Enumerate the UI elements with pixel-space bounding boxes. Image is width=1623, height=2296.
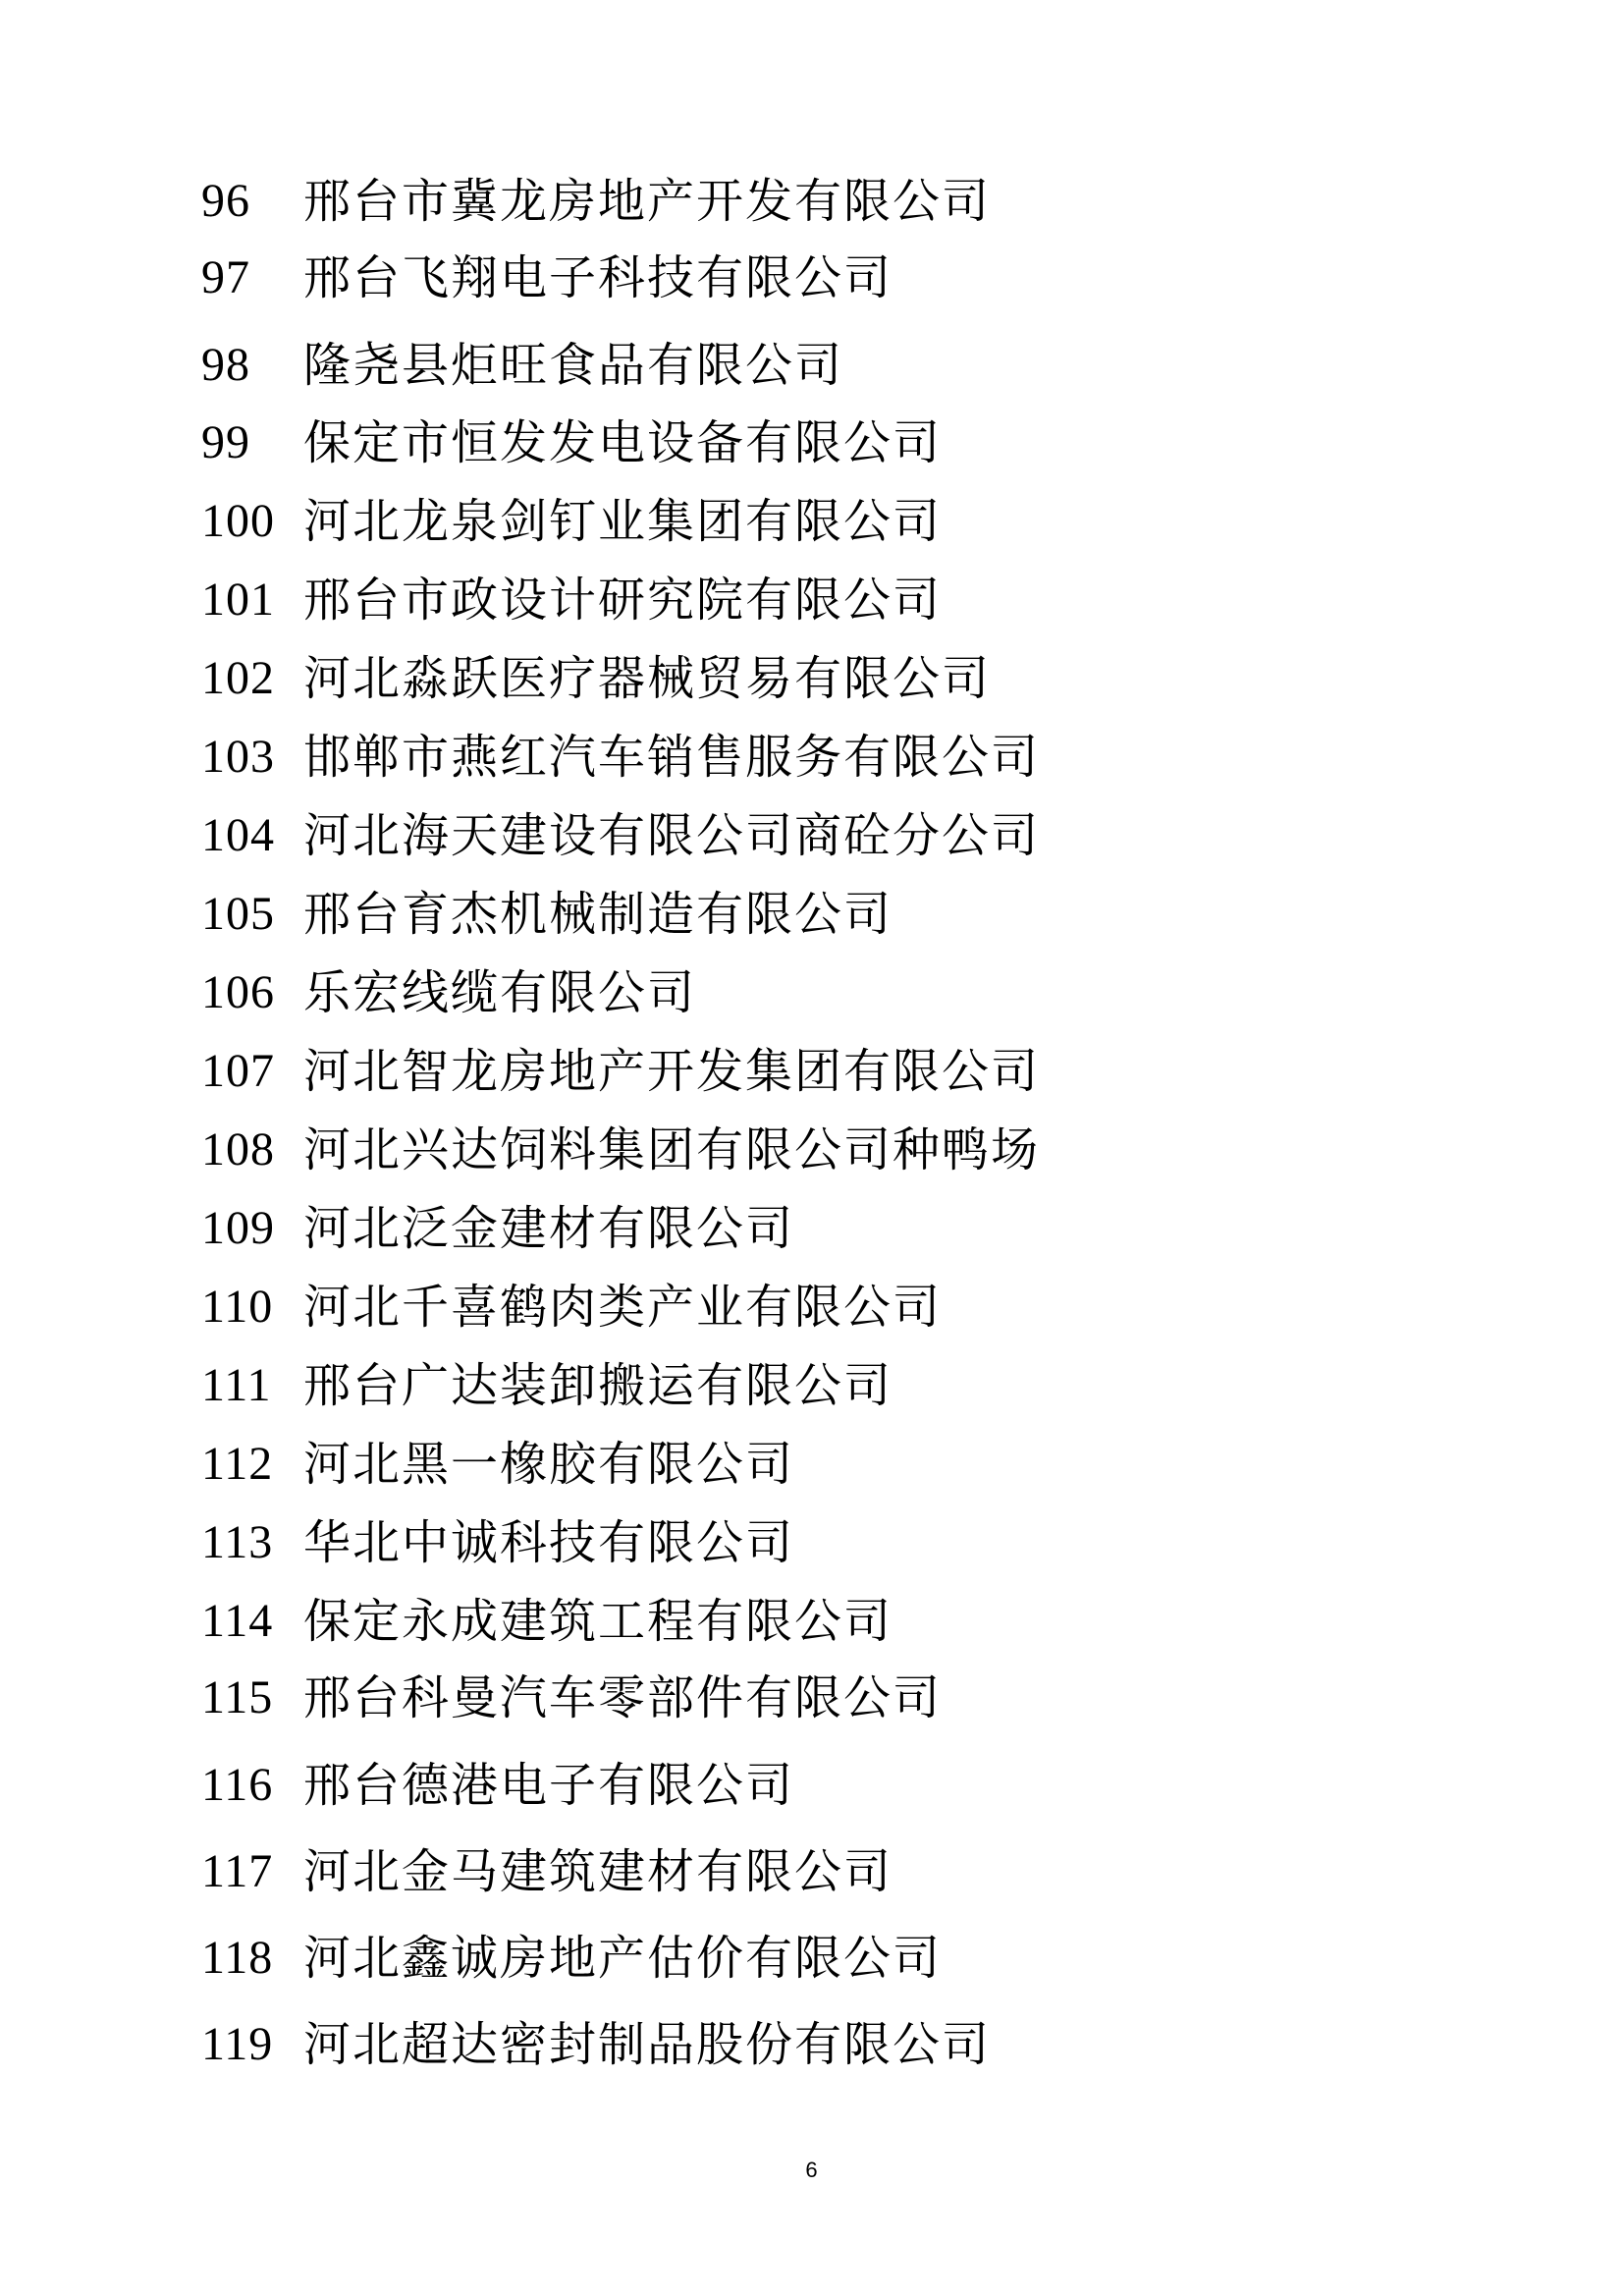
company-name: 邢台育杰机械制造有限公司	[303, 887, 893, 942]
list-item	[201, 2010, 991, 2079]
company-name: 邢台广达装卸搬运有限公司	[303, 1358, 893, 1413]
item-number: 103	[201, 731, 275, 783]
item-number: 109	[201, 1202, 275, 1254]
item-number: 102	[201, 652, 275, 704]
item-number: 113	[201, 1516, 274, 1568]
item-number: 107	[201, 1045, 275, 1097]
item-number: 99	[201, 416, 250, 468]
company-name: 河北泛金建材有限公司	[303, 1201, 795, 1256]
company-name: 邢台市政设计研究院有限公司	[303, 573, 943, 628]
company-name: 邯郸市燕红汽车销售服务有限公司	[303, 730, 1041, 785]
list-item	[201, 1924, 942, 1993]
list-item	[201, 1508, 794, 1577]
list-item	[201, 880, 893, 949]
company-name: 河北龙泉剑钉业集团有限公司	[303, 494, 943, 549]
company-name: 河北海天建设有限公司商砼分公司	[303, 808, 1041, 863]
list-item	[201, 801, 1040, 870]
list-item	[201, 1273, 942, 1341]
company-name: 河北智龙房地产开发集团有限公司	[303, 1044, 1041, 1099]
item-number: 96	[201, 175, 250, 227]
item-number: 111	[201, 1359, 272, 1411]
company-name: 河北黑一橡胶有限公司	[303, 1437, 795, 1492]
list-item	[201, 566, 942, 634]
company-name: 河北超达密封制品股份有限公司	[303, 2017, 992, 2072]
company-name: 邢台市冀龙房地产开发有限公司	[303, 174, 992, 229]
list-item	[201, 331, 843, 400]
list-item	[201, 723, 1040, 792]
item-number: 104	[201, 809, 275, 861]
item-number: 116	[201, 1759, 274, 1811]
item-number: 100	[201, 495, 275, 547]
company-name: 邢台飞翔电子科技有限公司	[303, 250, 893, 305]
item-number: 108	[201, 1123, 275, 1175]
company-name: 邢台德港电子有限公司	[303, 1758, 795, 1813]
company-list	[201, 0, 1478, 2160]
list-item	[201, 958, 696, 1027]
company-name: 河北淼跃医疗器械贸易有限公司	[303, 651, 992, 706]
company-name: 邢台科曼汽车零部件有限公司	[303, 1670, 943, 1725]
list-item	[201, 1351, 893, 1420]
list-item	[201, 487, 942, 556]
item-number: 112	[201, 1438, 274, 1490]
list-item	[201, 1837, 893, 1906]
list-item	[201, 1664, 942, 1732]
item-number: 110	[201, 1281, 274, 1333]
company-name: 河北鑫诚房地产估价有限公司	[303, 1931, 943, 1986]
company-name: 河北兴达饲料集团有限公司种鸭场	[303, 1122, 1041, 1177]
list-item	[201, 1116, 1040, 1184]
page-number: 6	[805, 2158, 818, 2182]
item-number: 117	[201, 1845, 274, 1897]
item-number: 105	[201, 888, 275, 940]
list-item	[201, 1430, 794, 1499]
list-item	[201, 644, 991, 713]
item-number: 118	[201, 1932, 274, 1984]
company-name: 乐宏线缆有限公司	[303, 965, 697, 1020]
item-number: 119	[201, 2018, 274, 2070]
list-item	[201, 167, 991, 236]
company-name: 华北中诚科技有限公司	[303, 1515, 795, 1570]
list-item	[201, 1751, 794, 1820]
company-name: 河北千喜鹤肉类产业有限公司	[303, 1280, 943, 1335]
item-number: 115	[201, 1671, 274, 1723]
company-name: 保定市恒发发电设备有限公司	[303, 415, 943, 470]
list-item	[201, 1194, 794, 1263]
company-name: 保定永成建筑工程有限公司	[303, 1594, 893, 1649]
company-name: 隆尧县炬旺食品有限公司	[303, 338, 844, 393]
item-number: 114	[201, 1595, 274, 1647]
list-item	[201, 1587, 893, 1656]
item-number: 98	[201, 339, 250, 391]
list-item	[201, 1037, 1040, 1106]
item-number: 97	[201, 251, 250, 303]
company-name: 河北金马建筑建材有限公司	[303, 1844, 893, 1899]
list-item	[201, 409, 942, 477]
list-item	[201, 244, 893, 312]
item-number: 101	[201, 574, 275, 626]
item-number: 106	[201, 966, 275, 1018]
